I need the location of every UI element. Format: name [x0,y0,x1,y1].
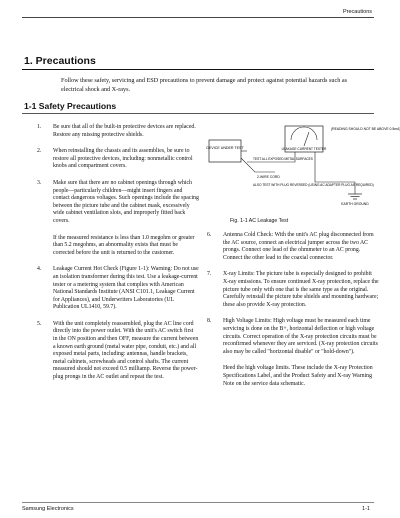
figure-caption: Fig. 1-1 AC Leakage Test [230,218,289,224]
list-item [207,232,379,262]
reading-label: (READING SHOULD NOT BE ABOVE 0.5mA) [331,127,400,131]
list-item [37,124,199,139]
page-number: 1-1 [362,506,370,512]
list-item [37,180,199,257]
tester-label: LEAKAGE CURRENT TESTER [281,147,327,151]
item-text: With the unit completely reassembled, plug the AC line cord directly into the power outlet. With the unit's AC switch first in the ON position and then OFF, measure the current between a known earth ground (metal water pipe, conduit, etc.) and all exposed metal parts, including: antennas, handle brackets, metal cabinets, screwheads and control shafts. The current measured should not exceed 0.5 milliamp. Reverse the power-plug prongs in the AC outlet and repeat the test. [53,320,199,381]
left-column [37,124,199,382]
item-number: 2. [37,148,42,155]
list-item [37,148,199,171]
title-rule [22,69,374,70]
two-wire-label: 2-WIRE CORD [257,175,280,179]
item-extra-text: Heed the high voltage limits. These include the X-ray Protection Specifications Label, and the Product Safety and X-ray Warning Note on the service data schematic. [223,365,373,387]
meter-needle [304,132,309,146]
list-item [37,321,199,382]
item-text: Leakage Current Hot Check (Figure 1-1): Warning: Do not use an isolation transformer during this test. Use a leakage-current tester or a metering system that complies with American National Standards Institute (ANSI C101.1, Leakage Current for Appliances), and Underwriters Laboratories (UL Publication UL1410, 59.7). [53,266,199,311]
intro-paragraph: Follow these safety, servicing and ESD precautions to prevent damage and protect against potential hazards such as electrical shock and X-rays. [61,77,348,93]
item-extra-text: If the measured resistance is less than 1.0 megohm or greater than 5.2 megohms, an abnormality exists that must be corrected before the unit is returned to the customer. [53,234,195,256]
page-title: 1. Precautions [24,55,96,67]
meter-arc [291,127,317,140]
device-label: DEVICE UNDER TEST [206,146,244,150]
test-all-label: TEST ALL EXPOSED METAL SURFACES [253,157,313,161]
list-item [37,266,199,312]
header-rule [22,17,374,18]
item-text: When reinstalling the chassis and its assemblies, be sure to restore all protective devices, including: nonmetallic control knobs and compartment covers. [53,148,193,170]
item-number: 6. [207,232,212,238]
also-test-label: ALSO TEST WITH PLUG REVERSED (USING AC ADAPTER PLUG AS REQUIRED) [253,183,374,187]
item-text: Make sure that there are no cabinet openings through which people—particularly children—might insert fingers and contact dangerous voltages. Such openings include the spacing between the picture tube and the cabinet mask, excessively wide cabinet ventilation slots, and improperly fitted back covers. [53,179,199,224]
ground-lead [315,152,355,194]
device-box [209,140,241,162]
list-item [207,271,379,309]
section-rule [22,113,374,114]
item-text: Antenna Cold Check: With the unit's AC plug disconnected from the AC source, connect an electrical jumper across the two AC prongs. Connect one lead of the ohmmeter to an AC prong. Connect the other lead to the coaxial connector. [223,232,374,261]
leakage-test-figure [205,122,400,212]
item-number: 7. [207,271,212,278]
item-number: 4. [37,266,42,273]
leakage-test-diagram [205,122,400,212]
footer-company: Samsung Electronics [22,506,74,512]
item-text: Be sure that all of the built-in protective devices are replaced. Restore any missing protective shields. [53,124,196,138]
running-header: Precautions [342,9,372,15]
footer-rule [22,502,374,503]
item-text: X-ray Limits: The picture tube is especially designed to prohibit X-ray emissions. To ensure continued X-ray protection, replace the picture tube only with one that is the same type as the original. Carefully reinstall the picture tube shields and mounting hardware; these also provide X-ray protection. [223,271,379,308]
earth-ground-label: EARTH GROUND [341,202,369,206]
item-number: 1. [37,124,42,130]
item-text: High Voltage Limits: High voltage must be measured each time servicing is done on the B+, horizontal deflection or high voltage circuits. Correct operation of the X-ray protection circuits must be reconfirmed whenever they are serviced. (X-ray protection circuits also may be called "horizontal disable" or "hold-down"). [223,318,378,355]
item-number: 8. [207,318,212,325]
right-column [207,232,379,388]
item-number: 3. [37,179,42,186]
section-heading: 1-1 Safety Precautions [24,101,117,111]
list-item [207,318,379,388]
item-number: 5. [37,320,42,327]
